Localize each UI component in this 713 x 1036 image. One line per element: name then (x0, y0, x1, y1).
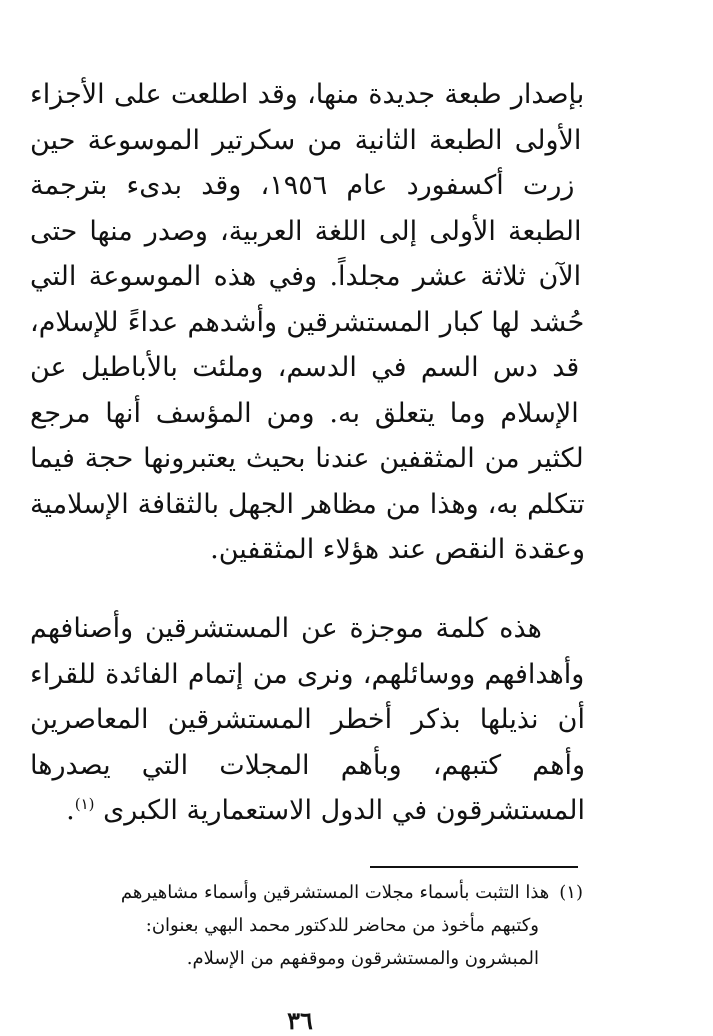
page-number: ٣٦ (287, 1006, 313, 1035)
text-line: وعقدة النقص عند هؤلاء المثقفين. (210, 534, 585, 565)
text-line: الآن ثلاثة عشر مجلداً. وفي هذه الموسوعة التي (30, 261, 582, 292)
footnote-line: هذا التثبت بأسماء مجلات المستشرقين وأسماء مشاهيرهم (120, 882, 550, 903)
footnote-divider (370, 866, 578, 868)
footnote-line: المبشرون والمستشرقون وموقفهم من الإسلام. (186, 948, 539, 969)
text-line: وأهدافهم ووسائلهم، ونرى من إتمام الفائدة للقراء (30, 658, 585, 690)
text-line: بإصدار طبعة جديدة منها، وقد اطلعت على الأجزاء (30, 79, 585, 110)
text-line: أن نذيلها بذكر أخطر المستشرقين المعاصرين وأهم (30, 704, 585, 781)
text-line: الطبعة الأولى إلى اللغة العربية، وصدر منها حتى (30, 215, 582, 247)
text-line: قد دس السم في الدسم، وملئت بالأباطيل عن (30, 352, 580, 383)
text-line: الأولى الطبعة الثانية من سكرتير الموسوعة حين (30, 124, 582, 156)
footnote-line: وكتبهم مأخوذ من محاضر للدكتور محمد البهي بعنوان: (145, 915, 539, 936)
footnote (28, 876, 583, 975)
paragraph-end-period: . (66, 795, 75, 826)
text-line: لكثير من المثقفين عندنا بحيث يعتبرونها حجة فيما (30, 443, 584, 474)
text-line: الإسلام وما يتعلق به. ومن المؤسف أنها مرجع (30, 397, 579, 429)
text-line: تتكلم به، وهذا من مظاهر الجهل بالثقافة الإسلامية (30, 488, 585, 520)
body-paragraph-2 (30, 606, 585, 834)
text-line: زرت أكسفورد عام ١٩٥٦، وقد بدىء بترجمة (30, 170, 575, 201)
body-paragraph-1 (30, 72, 585, 573)
text-line: كتبهم، وبأهم المجلات التي يصدرها المستشرقون (30, 749, 585, 826)
footnote-reference: (١) (74, 795, 95, 813)
text-line: حُشد لها كبار المستشرقين وأشدهم عداءً للإسلام، (30, 306, 585, 338)
footnote-marker: (١) (559, 882, 583, 903)
text-line: هذه كلمة موجزة عن المستشرقين وأصنافهم (30, 613, 542, 644)
text-line: في الدول الاستعمارية الكبرى (94, 795, 428, 826)
